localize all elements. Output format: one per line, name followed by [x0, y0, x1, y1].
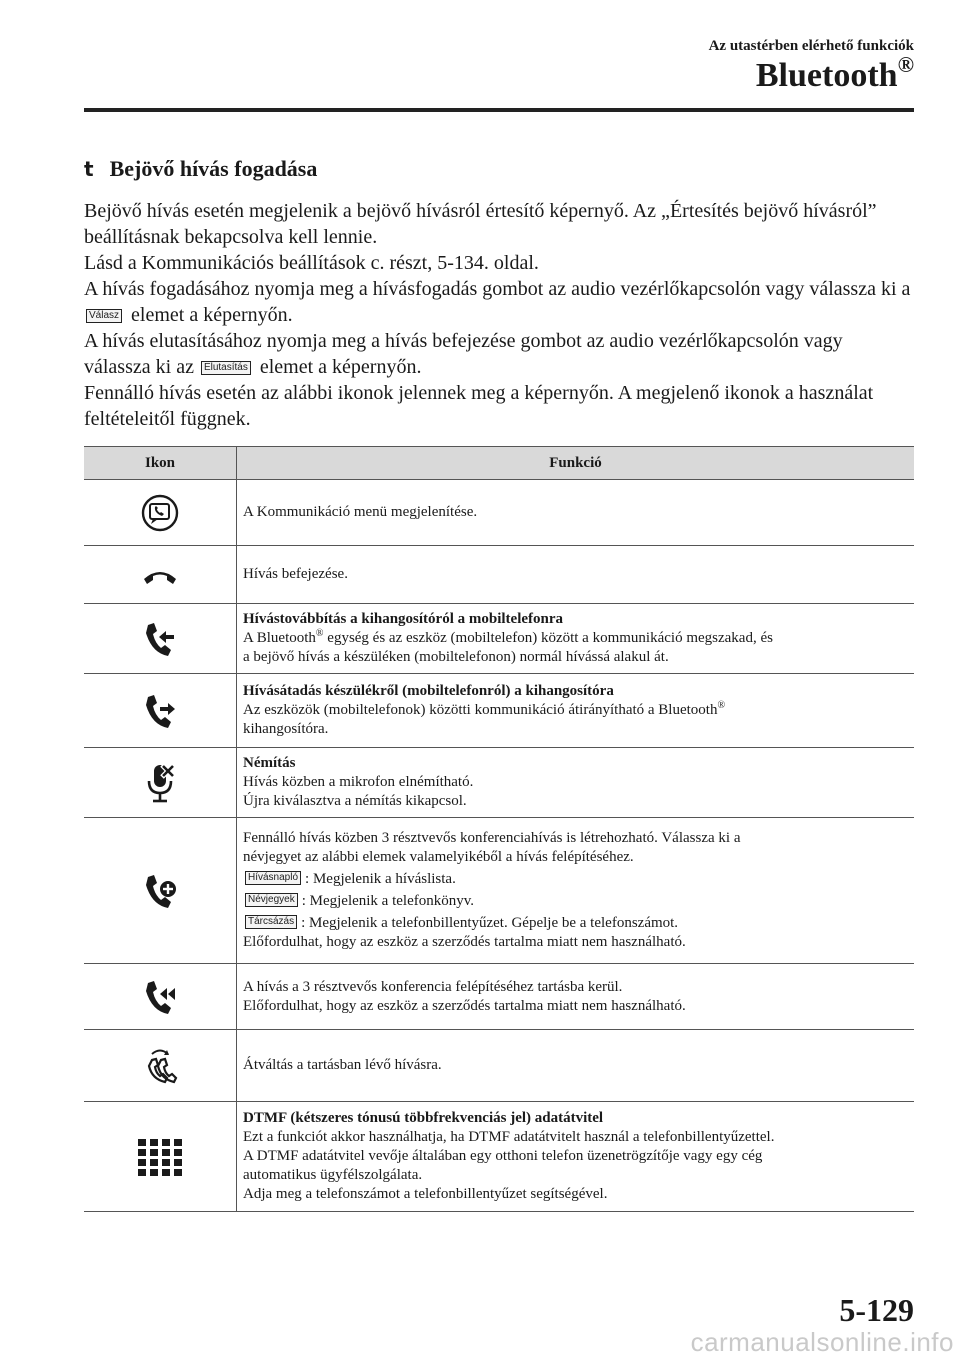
body-text [84, 198, 914, 432]
watermark: carmanualsonline.info [690, 1327, 954, 1357]
header-rule [84, 108, 914, 112]
dtmf-keypad-icon [136, 1137, 184, 1177]
table-row [84, 1102, 914, 1212]
section-title: Bejövő hívás fogadása [109, 156, 318, 181]
function-text: Hívás közben a mikrofon elnémítható. [243, 774, 474, 790]
paragraph: Bejövő hívás esetén megjelenik a bejövő hívásról értesítő képernyő. Az „Értesítés bejövő hívásról” beállításnak bekapcsolva kell lennie. [84, 200, 877, 248]
function-text: Átváltás a tartásban lévő hívásra. [243, 1057, 442, 1073]
dial-button-label: Tárcsázás [245, 915, 297, 929]
answer-button-label: Válasz [86, 309, 122, 323]
header-title-text: Bluetooth [755, 57, 898, 94]
communication-menu-icon [140, 493, 180, 533]
transfer-to-handsfree-icon [140, 691, 180, 731]
function-text-part: Az eszközök (mobiltelefonok) közötti kommunikáció átirányítható a Bluetooth [243, 702, 718, 718]
table-row [84, 1030, 914, 1102]
function-text: Előfordulhat, hogy az eszköz a szerződés tartalma miatt nem használható. [243, 934, 686, 950]
function-text: Adja meg a telefonszámot a telefonbillentyűzet segítségével. [243, 1186, 608, 1202]
paragraph [84, 276, 914, 328]
icon-function-table [84, 446, 914, 1212]
table-row [84, 604, 914, 674]
function-text-part: egység és az eszköz (mobiltelefon) között a kommunikáció megszakad, és [323, 630, 773, 646]
function-text: névjegyet az alábbi elemek valamelyikéből a hívás felépítéséhez. [243, 849, 634, 865]
table-row [84, 674, 914, 748]
paragraph: Fennálló hívás esetén az alábbi ikonok jelennek meg a képernyőn. A megjelenő ikonok a használat feltételeitől függnek. [84, 382, 874, 430]
transfer-to-phone-icon [140, 619, 180, 659]
option-text: : Megjelenik a híváslista. [305, 871, 456, 887]
registered-mark: ® [897, 52, 914, 77]
function-title: Hívásátadás készülékről (mobiltelefonról) a kihangosítóra [243, 683, 614, 699]
function-text: Újra kiválasztva a némítás kikapcsol. [243, 793, 467, 809]
page-number: 5-129 [839, 1292, 914, 1328]
option-line [243, 892, 908, 911]
function-text: A DTMF adatátvitel vevője általában egy otthoni telefon üzenetrögzítője vagy egy cég [243, 1148, 763, 1164]
function-text [243, 629, 908, 648]
function-title: Némítás [243, 755, 296, 771]
table-row [84, 546, 914, 604]
registered-mark: ® [315, 628, 324, 639]
function-text: A hívás a 3 résztvevős konferencia felépítéséhez tartásba kerül. [243, 978, 623, 995]
function-text: Előfordulhat, hogy az eszköz a szerződés tartalma miatt nem használható. [243, 997, 686, 1014]
function-text: kihangosítóra. [243, 721, 329, 737]
function-text: A Kommunikáció menü megjelenítése. [243, 504, 478, 520]
function-title: Hívástovábbítás a kihangosítóról a mobiltelefonra [243, 611, 564, 627]
mute-microphone-icon [140, 761, 180, 805]
section-heading [84, 156, 317, 182]
function-text [243, 701, 908, 720]
table-row [84, 818, 914, 964]
function-text: automatikus ügyfélszolgálata. [243, 1167, 423, 1183]
column-header-icon: Ikon [84, 447, 237, 480]
paragraph-text: elemet a képernyőn. [259, 356, 422, 378]
running-header-subtitle: Az utastérben elérhető funkciók [708, 38, 914, 54]
paragraph-text: A hívás elutasításához nyomja meg a hívás befejezése gombot az audio vezérlőkapcsolón vagy válassza ki az [84, 330, 843, 378]
function-text: Ezt a funkciót akkor használhatja, ha DTMF adatátvitelt használ a telefonbillentyűzettel. [243, 1129, 775, 1145]
table-row [84, 480, 914, 546]
function-text: a bejövő hívás a készüléken (mobiltelefonon) normál hívássá alakul át. [243, 649, 669, 665]
function-text-part: A Bluetooth [243, 630, 316, 646]
hold-call-icon [140, 977, 180, 1017]
table-row [84, 964, 914, 1030]
option-text: : Megjelenik a telefonkönyv. [301, 893, 475, 909]
reject-button-label: Elutasítás [201, 361, 251, 375]
paragraph [84, 328, 914, 380]
section-marker: t [84, 157, 94, 181]
option-line [243, 870, 908, 889]
paragraph: Lásd a Kommunikációs beállítások c. részt, 5-134. oldal. [84, 252, 539, 274]
function-text: Fennálló hívás közben 3 résztvevős konferenciahívás is létrehozható. Válassza ki a [243, 830, 741, 846]
running-header-title [755, 52, 914, 96]
registered-mark: ® [717, 700, 726, 711]
table-row [84, 748, 914, 818]
table-header-row [84, 447, 914, 480]
end-call-icon [140, 563, 180, 587]
contacts-button-label: Névjegyek [245, 893, 298, 907]
option-line [243, 914, 908, 933]
swap-call-icon [140, 1044, 180, 1088]
paragraph-text: elemet a képernyőn. [131, 304, 293, 326]
call-history-button-label: Hívásnapló [245, 871, 301, 885]
function-title: DTMF (kétszeres tónusú többfrekvenciás jel) adatátvitel [243, 1110, 604, 1126]
function-text: Hívás befejezése. [243, 566, 348, 582]
paragraph-text: A hívás fogadásához nyomja meg a hívásfogadás gombot az audio vezérlőkapcsolón vagy válassza ki a [84, 278, 911, 300]
option-text: : Megjelenik a telefonbillentyűzet. Gépelje be a telefonszámot. [301, 915, 679, 931]
add-call-icon [140, 871, 180, 911]
column-header-function: Funkció [237, 447, 915, 480]
